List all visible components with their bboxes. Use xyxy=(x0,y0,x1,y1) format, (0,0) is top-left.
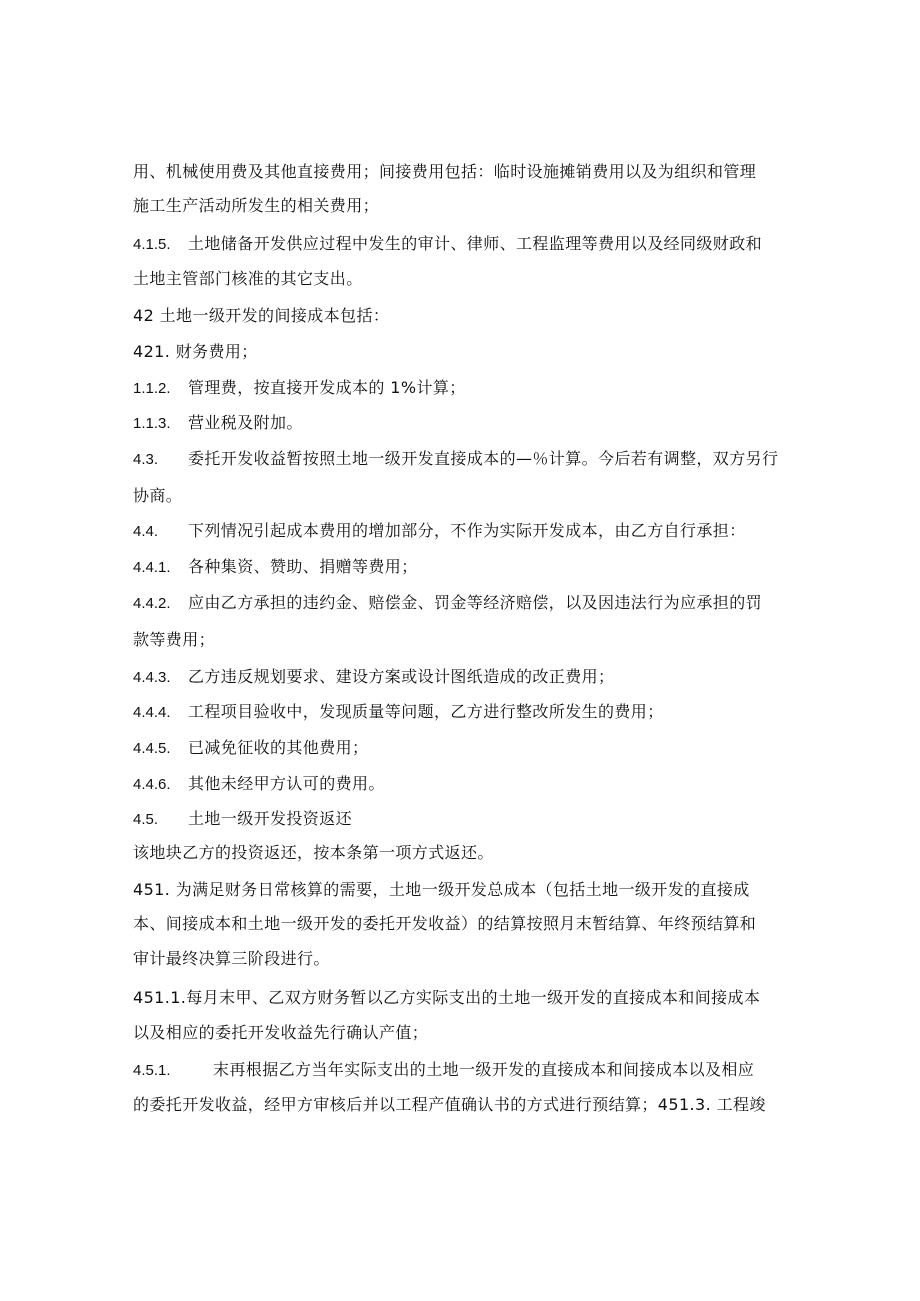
clause-line: 4.5.1. 末再根据乙方当年实际支出的土地一级开发的直接成本和间接成本以及相应 xyxy=(133,1059,754,1082)
clause-line: 4.5. 土地一级开发投资返还 xyxy=(133,808,352,831)
text-line: 用、机械使用费及其他直接费用；间接费用包括：临时设施摊销费用以及为组织和管理 xyxy=(133,162,757,181)
clause-number: 4.3. xyxy=(133,451,159,468)
clause-number: 4.4.4. xyxy=(133,704,171,721)
clause-line: 4.1.5. 土地储备开发供应过程中发生的审计、律师、工程监理等费用以及经同级财政和 xyxy=(133,233,762,256)
clause-line: 4.4.4. 工程项目验收中，发现质量等问题，乙方进行整改所发生的费用； xyxy=(133,701,664,724)
clause-number: 4.4.3. xyxy=(133,669,171,686)
clause-number: 4.4.2. xyxy=(133,595,171,612)
clause-line: 4.4.6. 其他未经甲方认可的费用。 xyxy=(133,773,385,796)
clause-line: 4.4.3. 乙方违反规划要求、建设方案或设计图纸造成的改正费用； xyxy=(133,666,614,689)
text-line: 施工生产活动所发生的相关费用； xyxy=(133,196,380,215)
text-line: 土地主管部门核准的其它支出。 xyxy=(133,269,363,288)
clause-number: 4.5. xyxy=(133,811,159,828)
clause-number: 4.4.6. xyxy=(133,776,171,793)
text-line: 本、间接成本和土地一级开发的委托开发收益）的结算按照月末暂结算、年终预结算和 xyxy=(133,914,757,933)
clause-number: 4.4.1. xyxy=(133,559,171,576)
clause-number: 4.5.1. xyxy=(133,1062,171,1079)
clause-line: 1.1.3. 营业税及附加。 xyxy=(133,412,303,435)
text-line: 451.1.每月末甲、乙双方财务暂以乙方实际支出的土地一级开发的直接成本和间接成本 xyxy=(133,988,761,1007)
clause-number: 1.1.2. xyxy=(133,380,171,397)
clause-number: 4.4.5. xyxy=(133,740,171,757)
clause-line: 4.4. 下列情况引起成本费用的增加部分，不作为实际开发成本，由乙方自行承担： xyxy=(133,520,746,543)
text-line: 451. 为满足财务日常核算的需要，土地一级开发总成本（包括土地一级开发的直接成 xyxy=(133,880,750,899)
clause-line: 4.3. 委托开发收益暂按照土地一级开发直接成本的—％计算。今后若有调整，双方另行 xyxy=(133,448,778,471)
text-line: 42 土地一级开发的间接成本包括： xyxy=(133,306,390,325)
clause-number: 4.4. xyxy=(133,523,159,540)
text-line: 的委托开发收益，经甲方审核后并以工程产值确认书的方式进行预结算；451.3. 工程竣 xyxy=(133,1095,766,1114)
clause-line: 4.4.1. 各种集资、赞助、捐赠等费用； xyxy=(133,556,418,579)
clause-number: 4.1.5. xyxy=(133,236,171,253)
clause-line: 4.4.5. 已减免征收的其他费用； xyxy=(133,737,368,760)
text-line: 审计最终决算三阶段进行。 xyxy=(133,949,330,968)
text-line: 以及相应的委托开发收益先行确认产值； xyxy=(133,1023,429,1042)
text-line: 款等费用； xyxy=(133,630,216,649)
clause-number: 1.1.3. xyxy=(133,415,171,432)
text-line: 421. 财务费用； xyxy=(133,342,258,361)
clause-line: 1.1.2. 管理费，按直接开发成本的 1%计算； xyxy=(133,377,466,400)
text-line: 协商。 xyxy=(133,486,183,505)
clause-line: 4.4.2. 应由乙方承担的违约金、赔偿金、罚金等经济赔偿，以及因违法行为应承担的罚 xyxy=(133,592,762,615)
text-line: 该地块乙方的投资返还，按本条第一项方式返还。 xyxy=(133,843,494,862)
